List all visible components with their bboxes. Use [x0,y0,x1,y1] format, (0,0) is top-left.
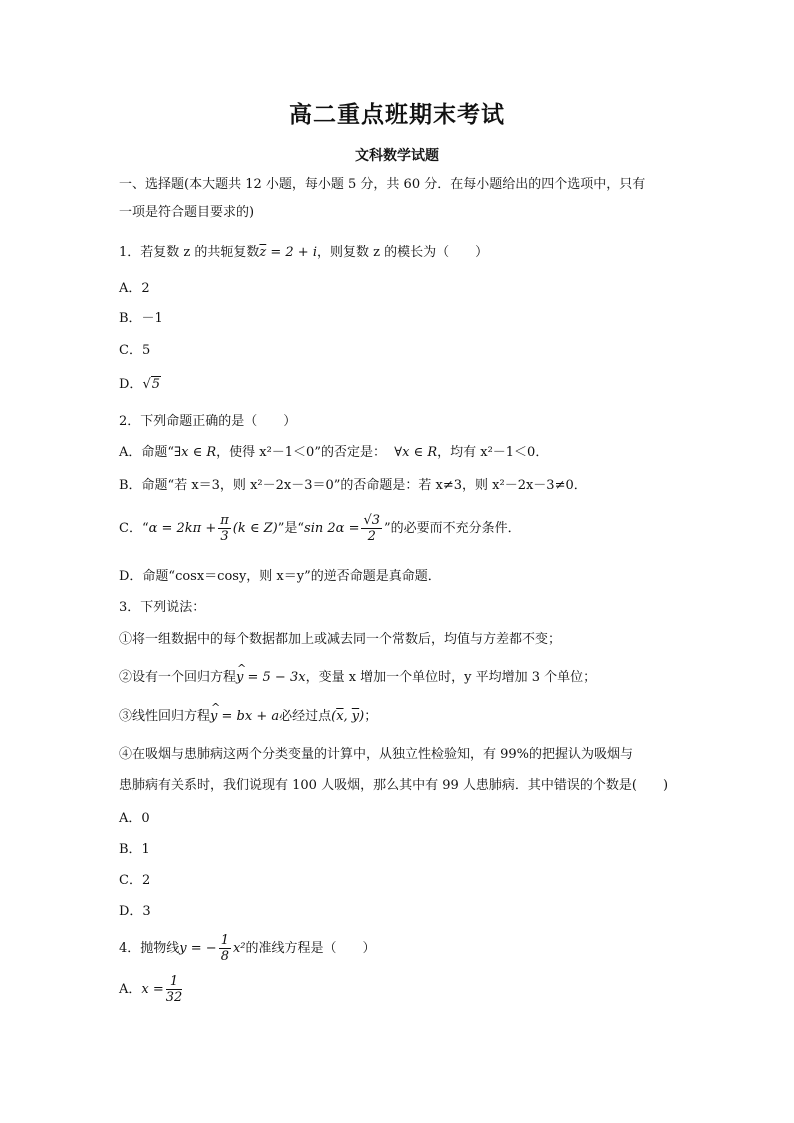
q2-opt-a-math-1: ∃x ∈ R [174,445,217,460]
section-intro-line-1: 一、选择题(本大题共 12 小题，每小题 5 分，共 60 分．在每小题给出的四个选项中，只有 [119,177,646,192]
q3-s3-text-c: ； [364,709,378,724]
q1-sqrt: √5 [142,377,161,392]
q3-s3-point [331,709,364,724]
page-subtitle: 文科数学试题 [355,148,439,164]
q1-option-d [119,375,161,395]
q3-statement-4-line-1: ④在吸烟与患肺病这两个分类变量的计算中，从独立性检验知，有 99%的把握认为吸烟与 [119,747,634,762]
q1-conjugate-z: $\overline{z}$ [259,245,267,260]
q1-option-d-label: D． [119,377,143,392]
q2-opt-c-math-1: α = 2kπ + [148,521,217,536]
q4-option-a [119,974,184,1005]
q2-opt-a-text-1: A．命题“ [119,445,175,460]
q1-conjugate-math [259,245,317,260]
q4-stem-text-b: 的准线方程是（ ） [245,941,376,956]
q4-opt-a-label: A． [119,982,142,997]
q2-option-a [119,443,548,463]
q2-option-c [119,513,521,544]
q2-opt-c-text-1: C．“ [119,521,149,536]
q2-opt-c-frac1-num: π [220,513,229,528]
q3-statement-2 [119,668,596,688]
q2-opt-c-text-3: ”的必要而不充分条件． [384,521,521,536]
q3-option-d: D．3 [119,904,151,919]
q1-option-c: C．5 [119,343,151,358]
q2-option-d: D．命题“cosx＝cosy，则 x＝y”的逆否命题是真命题． [119,569,441,584]
q4-stem-math-1: y = − [179,941,217,956]
q4-opt-a-math: x = [141,982,164,997]
q2-opt-a-math-2: ∀x ∈ R [394,445,438,460]
q3-s3-math-rest: = bx + a [217,709,280,724]
q3-option-c: C．2 [119,873,151,888]
q2-opt-c-frac2-den: 2 [367,529,376,544]
q3-s3-math [210,709,279,724]
question-3-stem: 3．下列说法： [119,600,206,615]
q2-opt-c-math-3: sin 2α = [304,521,360,536]
q3-s3-point-sep: , [343,709,352,724]
q2-opt-c-fraction-1 [218,513,231,544]
q1-stem-text-b: ，则复数 z 的模长为（ ） [317,245,489,260]
q3-option-a: A．0 [119,811,150,826]
q3-s3-y-hat: ^ y [210,707,217,727]
q3-s2-text-a: ②设有一个回归方程 [119,670,237,685]
q3-statement-4-line-2: 患肺病有关系时，我们说现有 100 人吸烟，那么其中有 99 人患肺病．其中错误的个数是( ) [119,778,669,793]
q3-s3-x-bar: $\overline{x}$ [336,709,344,724]
question-2-stem: 2．下列命题正确的是（ ） [119,414,297,429]
q2-option-b: B．命题“若 x＝3，则 x²－2x－3＝0”的否命题是：若 x≠3，则 x²－2x－3≠0． [119,478,587,493]
q3-s3-text-b: 必经过点 [279,709,332,724]
question-1-stem [119,243,488,263]
q4-stem-fraction [219,933,231,964]
q1-sqrt-radicand: 5 [151,377,161,392]
q3-s3-point-open: ( [331,709,337,724]
q2-opt-c-fraction-2 [361,513,382,544]
q4-opt-a-frac-den: 32 [165,990,183,1005]
q2-opt-c-frac2-num: √3 [363,513,381,528]
q4-frac-den: 8 [220,949,229,964]
q3-s2-y-hat: ^ y [236,668,243,688]
q3-s2-math [236,670,306,685]
q3-statement-3 [119,707,377,727]
q3-s3-text-a: ③线性回归方程 [119,709,211,724]
q2-opt-a-text-3: ，均有 x²－1＜0． [437,445,549,460]
q1-option-a: A．2 [119,281,150,296]
q2-opt-c-text-2: ”是“ [277,521,305,536]
q4-frac-num: 1 [220,933,229,948]
q1-option-b: B．－1 [119,311,163,326]
q3-s2-text-b: ，变量 x 增加一个单位时，y 平均增加 3 个单位； [305,670,597,685]
q4-stem-text-a: 4．抛物线 [119,941,180,956]
q3-option-b: B．1 [119,842,150,857]
q4-opt-a-fraction [166,974,183,1005]
question-4-stem [119,933,376,964]
page-title: 高二重点班期末考试 [289,102,505,128]
q1-conjugate-rest: = 2 + i [266,245,317,260]
q4-stem-math-2: x² [232,941,246,956]
q1-stem-text-a: 1．若复数 z 的共轭复数 [119,245,260,260]
q2-opt-c-frac1-den: 3 [220,529,229,544]
q2-opt-c-math-2: (k ∈ Z) [232,521,278,536]
q2-opt-a-text-2: ，使得 x²－1＜0”的否定是： [216,445,386,460]
q3-s3-y-bar: $\overline{y}$ [351,709,360,724]
q3-s2-math-rest: = 5 − 3x [243,670,306,685]
section-intro-line-2: 一项是符合题目要求的) [119,205,255,220]
q4-opt-a-frac-num: 1 [166,974,183,990]
q3-statement-1: ①将一组数据中的每个数据都加上或减去同一个常数后，均值与方差都不变； [119,632,562,647]
q3-s3-point-close: ) [359,709,365,724]
